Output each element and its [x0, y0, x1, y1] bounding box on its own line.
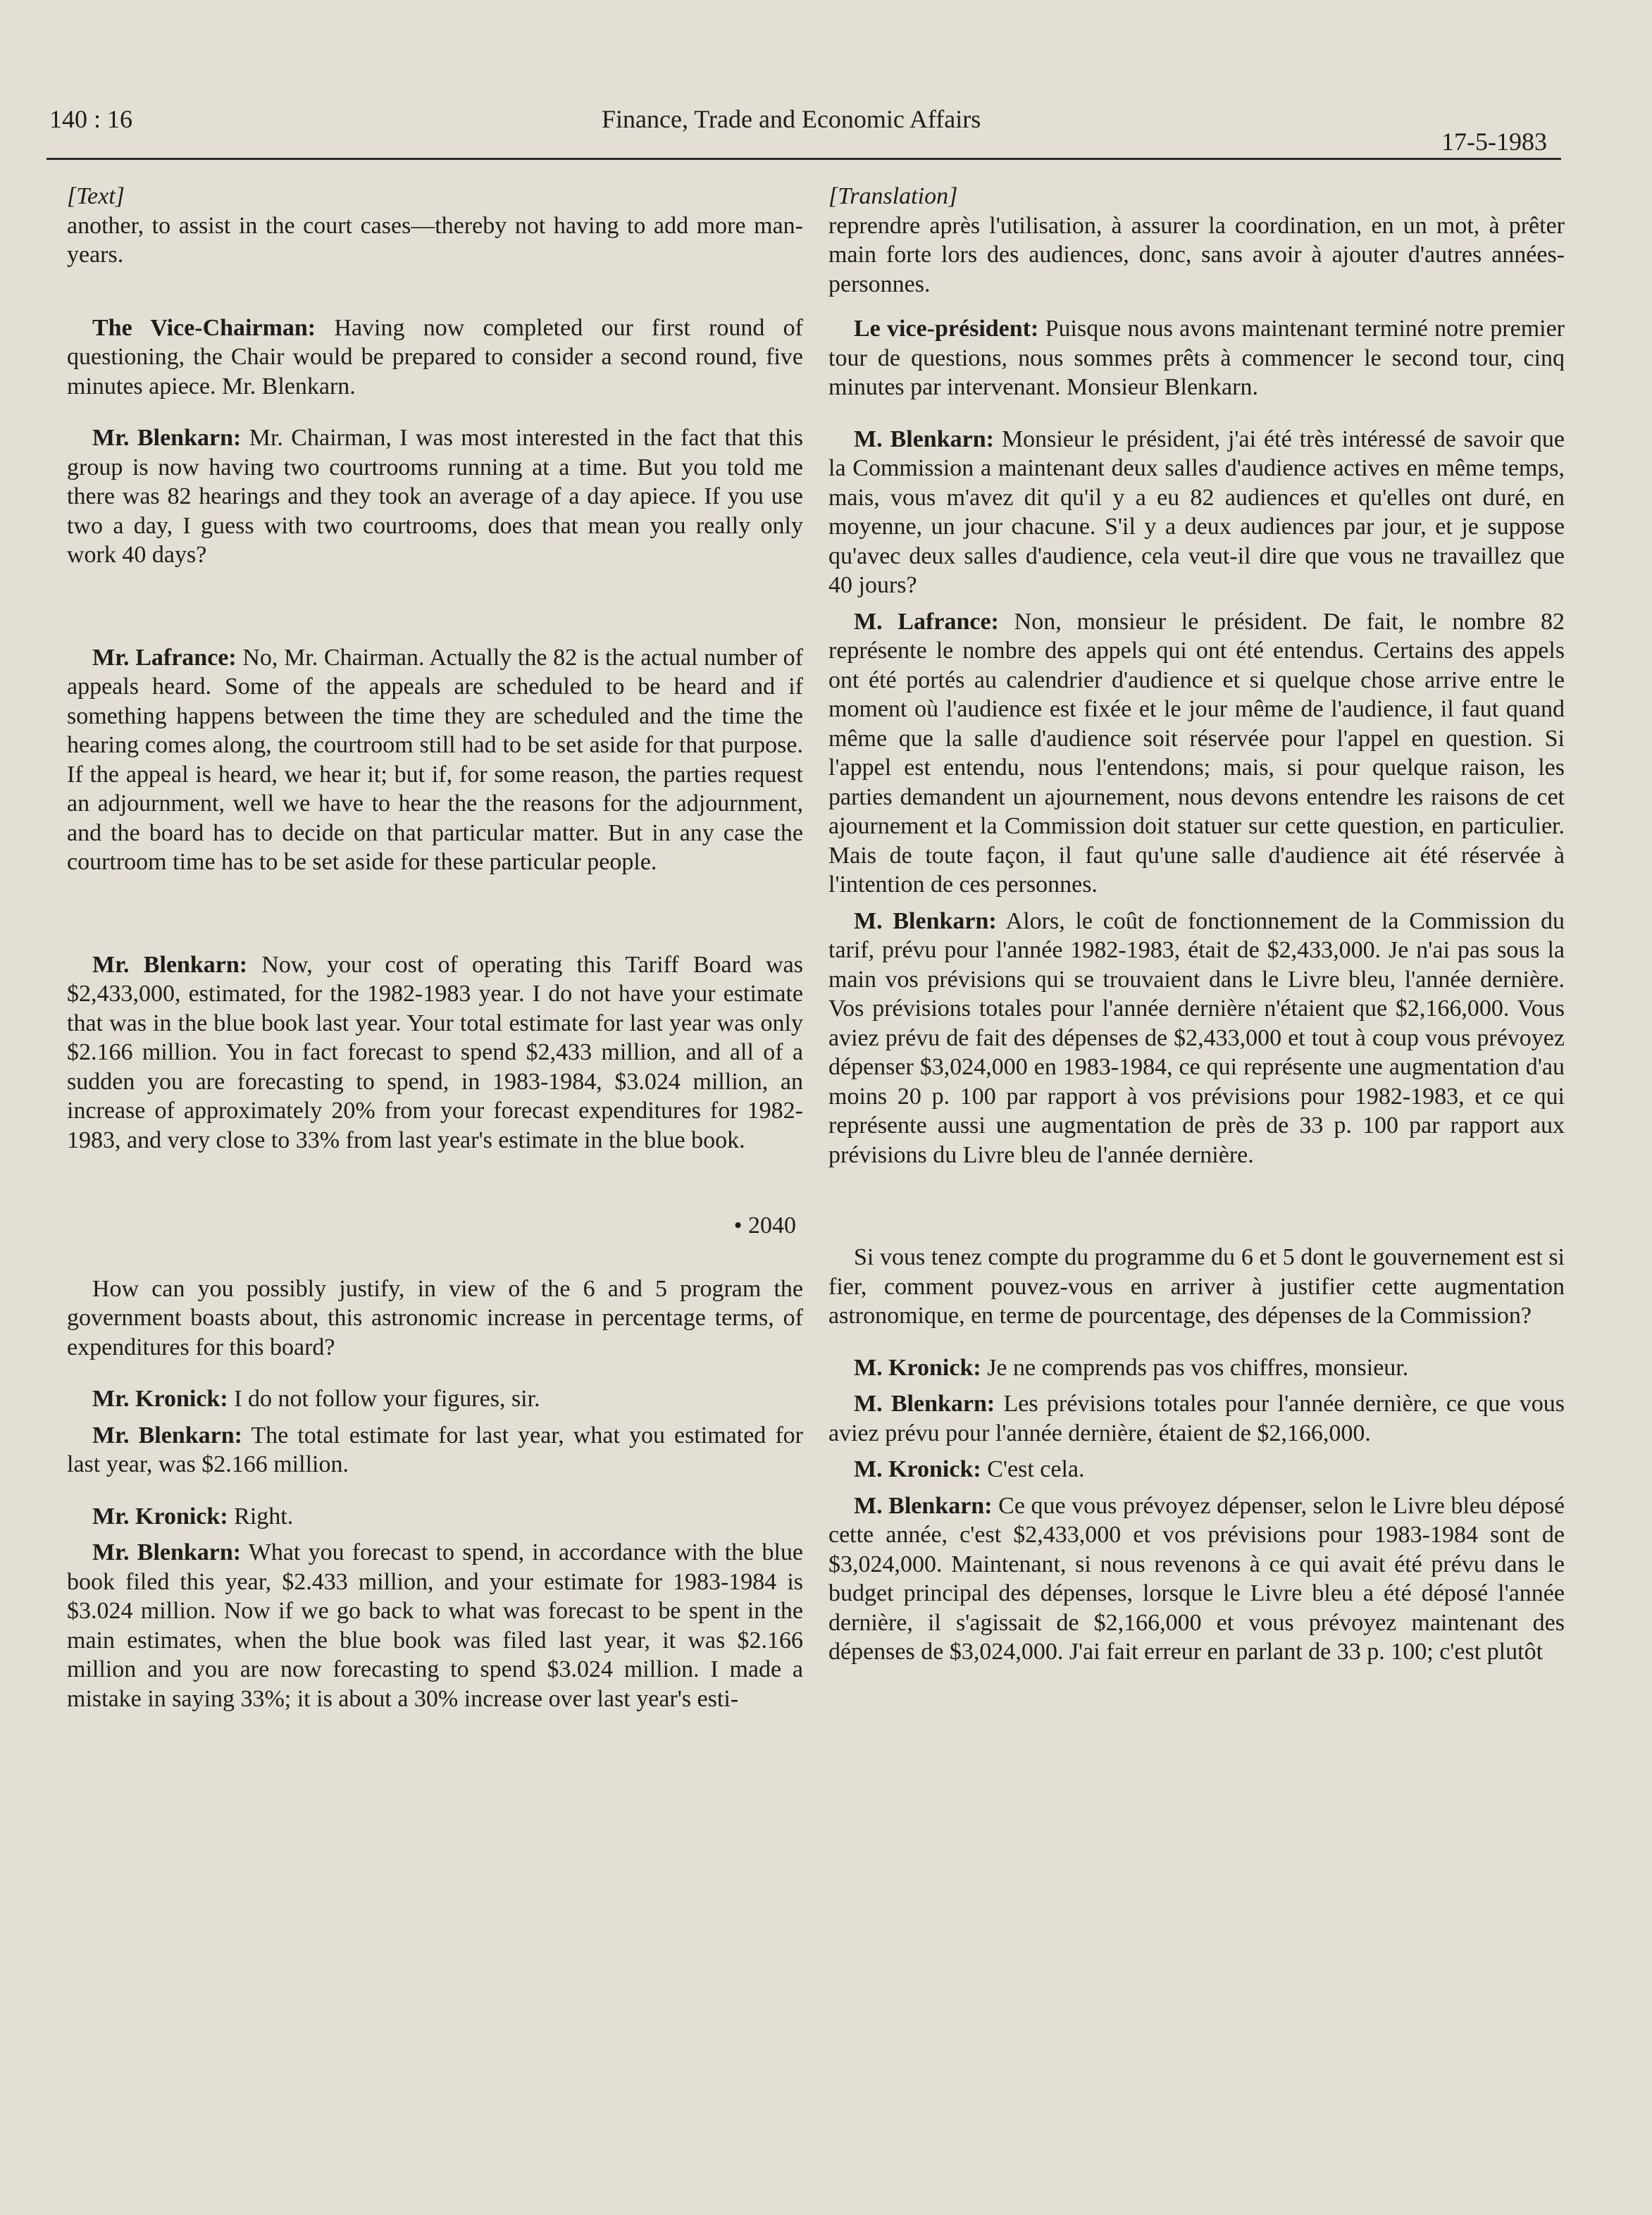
- paragraph: The Vice-Chairman: Having now completed our first round of questioning, the Chair would be prepared to consider a second round, five minutes apiece. Mr. Blenkarn.: [67, 314, 804, 399]
- speaker-name: M. Kronick:: [854, 1456, 981, 1482]
- speaker-name: Mr. Blenkarn:: [92, 1422, 242, 1448]
- paragraph: Mr. Lafrance: No, Mr. Chairman. Actually the 82 is the actual number of appeals heard. Some of the appeals are scheduled to be heard and if something happens between the time they are scheduled and the time the hearing comes along, the courtroom still had to be set aside for that purpose. If the appeal is heard, we hear it; but if, for some reason, the parties request an adjournment, well we have to hear the the reasons for the adjournment, and the board has to decide on that particular matter. But in any case the courtroom time has to be set aside for these particular people.: [67, 644, 803, 875]
- paragraph: How can you possibly justify, in view of the 6 and 5 program the government boasts about, this astronomic increase in percentage terms, of expenditures for this board?: [67, 1275, 803, 1360]
- column-label: [Translation]: [828, 183, 958, 209]
- speaker-name: M. Blenkarn:: [854, 1492, 993, 1519]
- speaker-name: Mr. Lafrance:: [92, 644, 237, 671]
- french-column: [828, 182, 1565, 1689]
- paragraph: Mr. Blenkarn: What you forecast to spend, in accordance with the blue book filed this year, $2.433 million, and your estimate for 1983-1984 is $3.024 million. Now if we go back to what was forecast to be spent in the main estimates, when the blue book was filed last year, it was $2.166 million and you are now forecasting to spend $3.024 million. I made a mistake in saying 33%; it is about a 30% increase over last year's esti-: [67, 1539, 803, 1712]
- speaker-name: M. Lafrance:: [854, 608, 999, 635]
- speaker-name: Mr. Kronick:: [92, 1503, 228, 1530]
- paragraph: Le vice-président: Puisque nous avons maintenant terminé notre premier tour de questions, nous sommes prêts à commencer le second tour, cinq minutes par intervenant. Monsieur Blenkarn.: [828, 316, 1565, 400]
- speaker-name: M. Blenkarn:: [854, 907, 997, 934]
- paragraph: M. Blenkarn: Monsieur le président, j'ai été très intéressé de savoir que la Commission a maintenant deux salles d'audience actives en même temps, mais, vous m'avez dit qu'il y a eu 82 audiences et qu'elles ont duré, en moyenne, un jour chacune. S'il y a deux audiences par jour, et je suppose qu'avec deux salles d'audience, cela veut-il dire que vous ne travaillez que 40 jours?: [828, 426, 1565, 598]
- page-date: 17-5-1983: [1441, 128, 1547, 156]
- speaker-name: Le vice-président:: [854, 316, 1039, 342]
- paragraph: M. Lafrance: Non, monsieur le président. De fait, le nombre 82 représente le nombre des appels qui ont été entendus. Certains des appels ont été portés au calendrier d'audience et si quelque chose arrive entre le moment où l'audience est fixée et le jour même de l'audience, il faut quand même que la salle d'audience soit réservée pour l'appel en question. Si l'appel est entendu, nous l'entendons; mais, si pour quelque raison, les parties demandent un ajournement, nous devons entendre les raisons de cet ajournement et la Commission doit statuer sur cette question, en particulier. Mais de toute façon, il faut qu'une salle d'audience ait été réservée à l'intention de ces personnes.: [828, 608, 1565, 898]
- header-rule: [46, 158, 1561, 160]
- speaker-name: Mr. Blenkarn:: [92, 1539, 242, 1565]
- page-number: 140 : 16: [49, 105, 133, 133]
- speaker-name: M. Blenkarn:: [854, 1391, 995, 1417]
- timestamp-marker: • 2040: [733, 1212, 796, 1239]
- paragraph: Mr. Kronick: Right.: [92, 1503, 294, 1530]
- paragraph: Mr. Blenkarn: Mr. Chairman, I was most interested in the fact that this group is now having two courtrooms running at a time. But you told me there was 82 hearings and they took an average of a day apiece. If you use two a day, I guess with two courtrooms, does that mean you really only work 40 days?: [67, 425, 804, 568]
- paragraph: Mr. Blenkarn: Now, your cost of operating this Tariff Board was $2,433,000, estimated, for the 1982-1983 year. I do not have your estimate that was in the blue book last year. Your total estimate for last year was only $2.166 million. You in fact forecast to spend $2,433 million, and all of a sudden you are forecasting to spend, in 1983-1984, $3.024 million, an increase of approximately 20% from your forecast expenditures for 1982-1983, and very close to 33% from last year's estimate in the blue book.: [67, 951, 803, 1153]
- english-column: [67, 182, 803, 1736]
- speaker-name: Mr. Kronick:: [92, 1386, 228, 1412]
- running-title: Finance, Trade and Economic Affairs: [602, 105, 981, 133]
- speaker-name: Mr. Blenkarn:: [92, 425, 242, 451]
- paragraph: M. Kronick: Je ne comprends pas vos chiffres, monsieur.: [854, 1354, 1409, 1381]
- speaker-name: M. Blenkarn:: [854, 426, 994, 452]
- speaker-name: M. Kronick:: [854, 1354, 981, 1381]
- paragraph: [Translation] reprendre après l'utilisation, à assurer la coordination, en un mot, à prêter main forte lors des audiences, donc, sans avoir à ajouter d'autres années-personnes.: [828, 183, 1565, 297]
- paragraph: Si vous tenez compte du programme du 6 et 5 dont le gouvernement est si fier, comment pouvez-vous en arriver à justifier cette augmentation astronomique, en terme de pourcentage, des dépenses de la Commission?: [828, 1244, 1565, 1329]
- paragraph: M. Kronick: C'est cela.: [854, 1456, 1085, 1482]
- speaker-name: Mr. Blenkarn:: [92, 951, 248, 978]
- speaker-name: The Vice-Chairman:: [92, 314, 316, 341]
- paragraph: M. Blenkarn: Alors, le coût de fonctionnement de la Commission du tarif, prévu pour l'année 1982-1983, était de $2,433,000. Je n'ai pas sous la main vos prévisions qui se trouvaient dans le Livre bleu, l'année dernière. Vos prévisions totales pour l'année dernière n'étaient que $2,166,000. Vous aviez prévu de fait des dépenses de $2,433,000 et tout à coup vous prévoyez dépenser $3,024,000 en 1983-1984, ce qui représente une augmentation d'au moins 20 p. 100 par rapport à vos prévisions pour 1982-1983, et ce qui représente aussi une augmentation de près de 33 p. 100 par rapport aux prévisions du Livre bleu de l'année dernière.: [828, 907, 1565, 1168]
- paragraph: M. Blenkarn: Les prévisions totales pour l'année dernière, ce que vous aviez prévu pour l'année dernière, étaient de $2,166,000.: [828, 1391, 1565, 1446]
- paragraph: Mr. Blenkarn: The total estimate for last year, what you estimated for last year, was $2.166 million.: [67, 1422, 803, 1477]
- column-label: [Text]: [67, 183, 125, 209]
- paragraph: M. Blenkarn: Ce que vous prévoyez dépenser, selon le Livre bleu déposé cette année, c'est $2,433,000 et vos prévisions pour 1983-1984 sont de $3,024,000. Maintenant, si nous revenons à ce qui avait été prévu dans le budget principal des dépenses, lorsque le Livre bleu a été déposé l'année dernière, il s'agissait de $2,166,000 et vous prévoyez maintenant des dépenses de $3,024,000. J'ai fait erreur en parlant de 33 p. 100; c'est plutôt: [828, 1492, 1565, 1665]
- paragraph: [Text] another, to assist in the court cases—thereby not having to add more man-years.: [67, 183, 803, 268]
- paragraph: Mr. Kronick: I do not follow your figures, sir.: [92, 1386, 540, 1412]
